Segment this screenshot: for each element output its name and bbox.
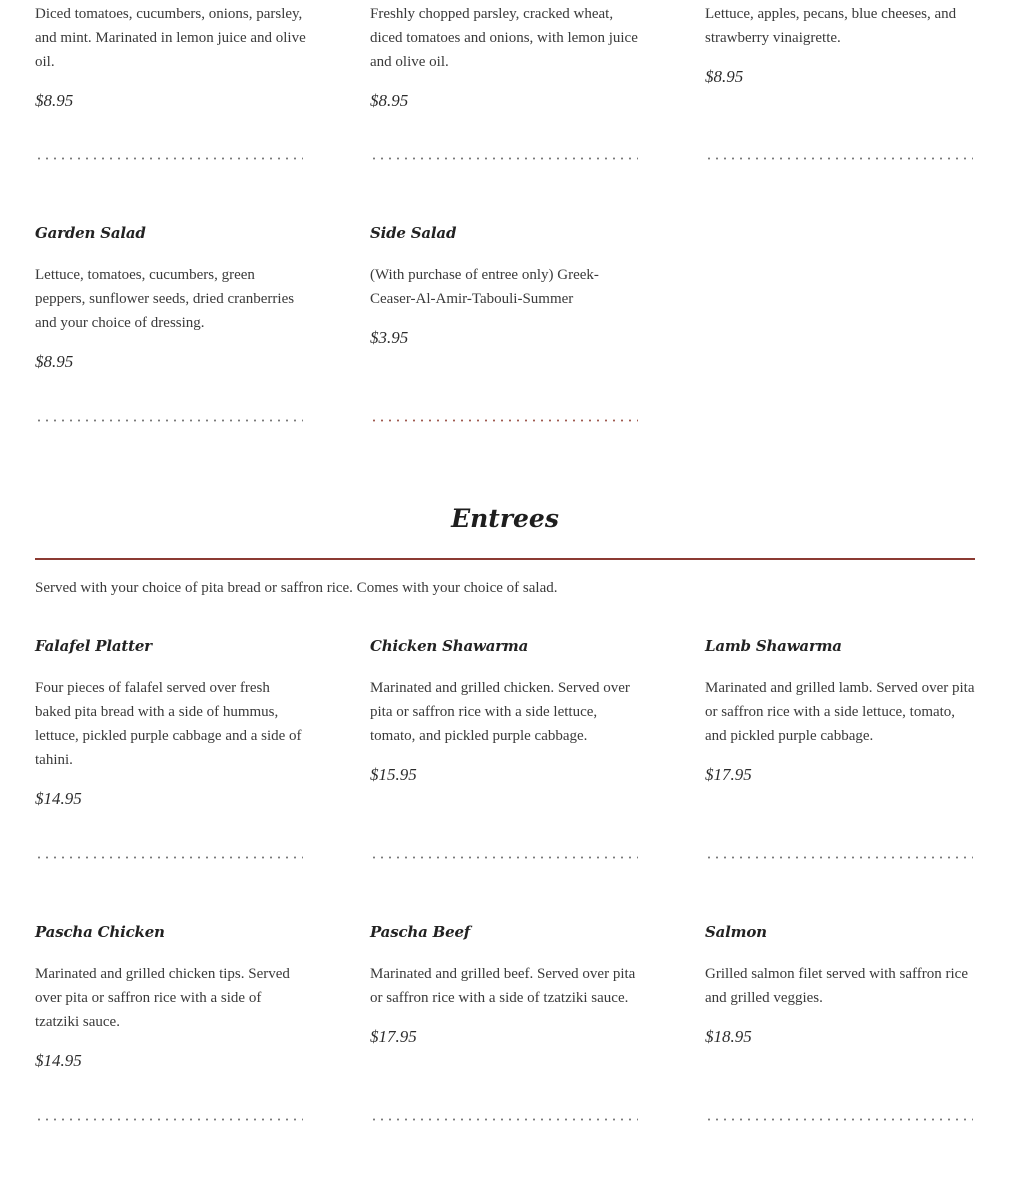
menu-item-description: Lettuce, tomatoes, cucumbers, green peppers, sunflower seeds, dried cranberries and your choice of dressing. (35, 267, 295, 331)
menu-item-side-salad (370, 223, 642, 348)
dotted-divider (705, 157, 973, 160)
dotted-divider (370, 856, 638, 859)
menu-item-description: Four pieces of falafel served over fresh baked pita bread with a side of hummus, lettuce, pickled purple cabbage and a side of tahini. (35, 680, 302, 768)
menu-item-pascha-beef (370, 922, 642, 1047)
menu-item-description: Freshly chopped parsley, cracked wheat, diced tomatoes and onions, with lemon juice and olive oil. (370, 6, 638, 70)
menu-item-price: $8.95 (705, 67, 744, 86)
menu-item-price: $8.95 (35, 91, 74, 110)
menu-item-description: (With purchase of entree only) Greek-Ceaser-Al-Amir-Tabouli-Summer (370, 267, 599, 307)
menu-item-price: $17.95 (705, 765, 752, 784)
menu-item-pascha-chicken (35, 922, 307, 1071)
menu-item-price: $8.95 (370, 91, 409, 110)
menu-item-name: Chicken Shawarma (370, 637, 529, 655)
menu-item-price: $14.95 (35, 1051, 82, 1070)
menu-item (35, 2, 307, 111)
menu-item-name: Garden Salad (35, 224, 146, 242)
menu-item-price: $18.95 (705, 1027, 752, 1046)
dotted-divider (370, 1118, 638, 1121)
menu-item (705, 2, 977, 87)
menu-item-falafel-platter (35, 636, 307, 809)
section-title-entrees: Entrees (451, 504, 559, 533)
dotted-divider (35, 856, 303, 859)
menu-item-price: $17.95 (370, 1027, 417, 1046)
menu-item-description: Lettuce, apples, pecans, blue cheeses, and strawberry vinaigrette. (705, 6, 957, 46)
menu-item (370, 2, 642, 111)
menu-item-description: Marinated and grilled chicken. Served over pita or saffron rice with a side lettuce, tomato, and pickled purple cabbage. (370, 680, 630, 744)
menu-item-description: Marinated and grilled chicken tips. Served over pita or saffron rice with a side of tzatziki sauce. (35, 966, 290, 1030)
dotted-divider (370, 157, 638, 160)
menu-item-garden-salad (35, 223, 307, 372)
menu-item-description: Grilled salmon filet served with saffron rice and grilled veggies. (705, 966, 968, 1006)
menu-item-chicken-shawarma (370, 636, 642, 785)
menu-item-name: Falafel Platter (35, 637, 152, 655)
dotted-divider (35, 419, 303, 422)
section-note: Served with your choice of pita bread or saffron rice. Comes with your choice of salad. (35, 580, 558, 596)
menu-item-name: Salmon (705, 923, 767, 941)
menu-item-lamb-shawarma (705, 636, 977, 785)
menu-item-description: Marinated and grilled beef. Served over pita or saffron rice with a side of tzatziki sauce. (370, 966, 636, 1006)
menu-item-price: $15.95 (370, 765, 417, 784)
menu-item-name: Pascha Beef (370, 923, 471, 941)
menu-item-salmon (705, 922, 977, 1047)
section-divider (35, 558, 975, 560)
menu-item-price: $8.95 (35, 352, 74, 371)
menu-item-name: Pascha Chicken (35, 923, 165, 941)
dotted-divider (705, 1118, 973, 1121)
dotted-divider (35, 1118, 303, 1121)
menu-item-price: $3.95 (370, 328, 409, 347)
menu-item-description: Diced tomatoes, cucumbers, onions, parsley, and mint. Marinated in lemon juice and olive oil. (35, 6, 306, 70)
menu-item-name: Side Salad (370, 224, 457, 242)
menu-item-name: Lamb Shawarma (705, 637, 842, 655)
dotted-divider (35, 157, 303, 160)
menu-item-price: $14.95 (35, 789, 82, 808)
dotted-divider (370, 419, 638, 422)
dotted-divider (705, 856, 973, 859)
menu-item-description: Marinated and grilled lamb. Served over pita or saffron rice with a side lettuce, tomato, and pickled purple cabbage. (705, 680, 975, 744)
